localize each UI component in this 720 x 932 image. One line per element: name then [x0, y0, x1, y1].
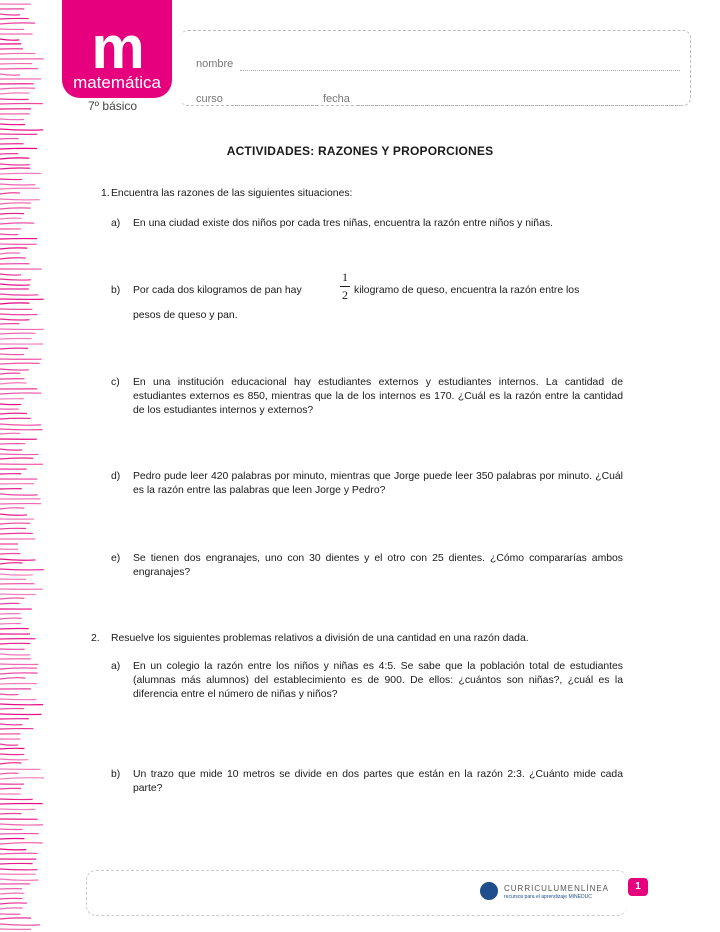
q1a-label: a): [111, 218, 121, 229]
q2b-label: b): [111, 769, 121, 780]
q1b-label: b): [111, 285, 121, 296]
q1c-text: En una institución educacional hay estudiantes externos y estudiantes internos. La cantidad de estudiantes externos es 850, mientras que la de los internos es 170. ¿Cuál es la razón entre la cantidad de los estudiantes internos y externos?: [133, 377, 623, 416]
student-info-box: [180, 30, 691, 106]
name-label: nombre: [196, 58, 234, 70]
q1b-text-line2: pesos de queso y pan.: [133, 310, 238, 321]
footer-box: [86, 870, 627, 916]
q1-number: 1.: [101, 188, 110, 199]
course-label: curso: [196, 93, 223, 105]
date-label: fecha: [323, 93, 350, 105]
subject-logo: [62, 0, 172, 98]
fraction-numerator: 1: [342, 270, 348, 284]
q2a-text: En un colegio la razón entre los niños y niñas es 4:5. Se sabe que la población total de estudiantes (alumnas más alumnos) del establecimiento es de 900. De ellos: ¿cuántos son niñas?, ¿cuál es la diferencia entre el número de niñas y niños?: [133, 661, 623, 700]
grade-label: 7º básico: [88, 99, 138, 113]
q1b-text-start: Por cada dos kilogramos de pan hay: [133, 285, 302, 296]
q1b-text-end: kilogramo de queso, encuentra la razón entre los: [354, 285, 580, 296]
fraction-denominator: 2: [342, 288, 348, 302]
q1c-label: c): [111, 377, 120, 388]
q1b-fraction: [340, 270, 350, 303]
page-title: ACTIVIDADES: RAZONES Y PROPORCIONES: [226, 144, 494, 158]
q1e-text: Se tienen dos engranajes, uno con 30 dientes y el otro con 25 dientes. ¿Cómo compararías ambos engranajes?: [133, 553, 623, 578]
course-field[interactable]: [232, 105, 318, 106]
fraction-bar: [340, 286, 350, 287]
q1e-label: e): [111, 553, 121, 564]
q2-number: 2.: [91, 633, 100, 644]
q2a-label: a): [111, 661, 121, 672]
play-icon: [480, 882, 498, 900]
page-number: 1: [628, 878, 648, 896]
brand-tagline: recursos para el aprendizaje MINEDUC: [504, 894, 592, 900]
brand-name: CURRICULUMENLÍNEA: [504, 884, 610, 893]
decorative-stripe: [0, 0, 46, 932]
q2b-text: Un trazo que mide 10 metros se divide en dos partes que están en la razón 2:3. ¿Cuánto mide cada parte?: [133, 769, 623, 794]
q1-text: Encuentra las razones de las siguientes situaciones:: [111, 188, 353, 199]
q1d-text: Pedro pude leer 420 palabras por minuto, mientras que Jorge puede leer 350 palabras por minuto. ¿Cuál es la razón entre las palabras que leen Jorge y Pedro?: [133, 471, 623, 496]
q1a-text: En una ciudad existe dos niños por cada tres niñas, encuentra la razón entre niños y niñas.: [133, 218, 553, 229]
q1d-label: d): [111, 471, 121, 482]
logo-letter: m: [91, 14, 143, 81]
date-field[interactable]: [358, 105, 680, 106]
q2-text: Resuelve los siguientes problemas relativos a división de una cantidad en una razón dada.: [111, 633, 529, 644]
logo-subject: matemática: [73, 73, 161, 92]
name-field[interactable]: [240, 70, 680, 71]
